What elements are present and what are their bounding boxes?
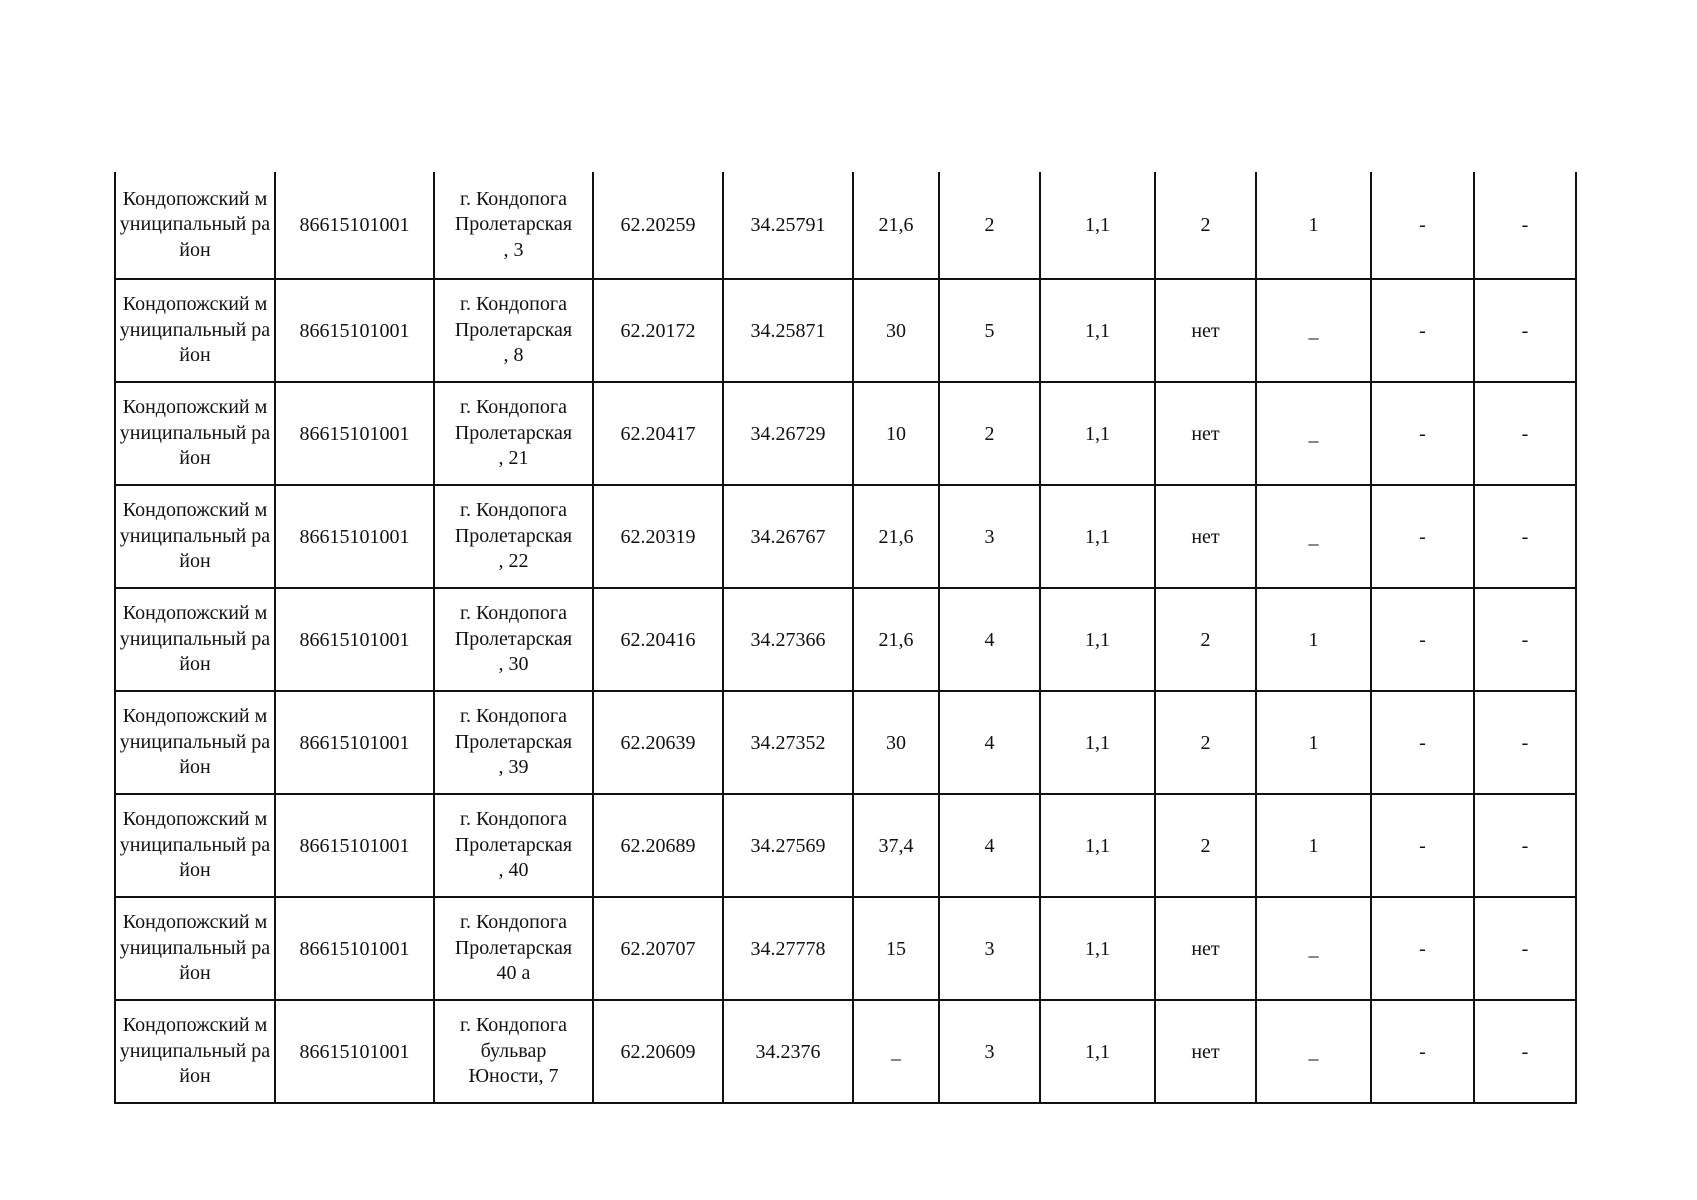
col11-cell: - (1371, 897, 1474, 1000)
col11-cell: - (1371, 588, 1474, 691)
address-street: Пролетарская (454, 421, 573, 444)
extra-cell: 2 (1155, 588, 1256, 691)
oktmo-cell: 86615101001 (275, 588, 434, 691)
area-cell: 21,6 (853, 172, 939, 279)
address-cell (434, 485, 593, 588)
col11-cell: - (1371, 279, 1474, 382)
table-row (115, 172, 1576, 279)
district-cell: Кондопожский муниципальный район (115, 588, 275, 691)
area-cell: 21,6 (853, 588, 939, 691)
latitude-cell: 62.20259 (593, 172, 723, 279)
address-house: 40 а (496, 962, 531, 985)
district-cell: Кондопожский муниципальный район (115, 794, 275, 897)
extra-count-cell: 1 (1256, 588, 1371, 691)
address-house: , 40 (498, 859, 529, 882)
area-cell: 15 (853, 897, 939, 1000)
col12-cell: - (1474, 691, 1576, 794)
containers-cell: 5 (939, 279, 1040, 382)
latitude-cell: 62.20707 (593, 897, 723, 1000)
longitude-cell: 34.27569 (723, 794, 853, 897)
volume-cell: 1,1 (1040, 588, 1155, 691)
extra-count-cell: _ (1256, 897, 1371, 1000)
containers-cell: 3 (939, 1000, 1040, 1103)
address-city: г. Кондопога (460, 602, 567, 625)
address-street: бульвар (480, 1039, 547, 1062)
extra-cell: нет (1155, 382, 1256, 485)
district-cell: Кондопожский муниципальный район (115, 897, 275, 1000)
col12-cell: - (1474, 279, 1576, 382)
volume-cell: 1,1 (1040, 382, 1155, 485)
address-city: г. Кондопога (460, 499, 567, 522)
address-house: , 39 (498, 756, 529, 779)
address-city: г. Кондопога (460, 396, 567, 419)
address-cell (434, 691, 593, 794)
longitude-cell: 34.27352 (723, 691, 853, 794)
address-city: г. Кондопога (460, 187, 567, 210)
address-city: г. Кондопога (460, 808, 567, 831)
containers-cell: 2 (939, 172, 1040, 279)
extra-count-cell: 1 (1256, 172, 1371, 279)
containers-cell: 2 (939, 382, 1040, 485)
containers-cell: 4 (939, 588, 1040, 691)
col11-cell: - (1371, 172, 1474, 279)
address-street: Пролетарская (454, 833, 573, 856)
extra-cell: нет (1155, 897, 1256, 1000)
table-row (115, 1000, 1576, 1103)
latitude-cell: 62.20689 (593, 794, 723, 897)
containers-cell: 4 (939, 691, 1040, 794)
district-cell: Кондопожский муниципальный район (115, 279, 275, 382)
address-cell (434, 897, 593, 1000)
extra-cell: нет (1155, 1000, 1256, 1103)
longitude-cell: 34.27778 (723, 897, 853, 1000)
table-row (115, 691, 1576, 794)
containers-cell: 3 (939, 897, 1040, 1000)
containers-cell: 3 (939, 485, 1040, 588)
longitude-cell: 34.2376 (723, 1000, 853, 1103)
extra-count-cell: 1 (1256, 794, 1371, 897)
oktmo-cell: 86615101001 (275, 1000, 434, 1103)
extra-count-cell: _ (1256, 382, 1371, 485)
address-house: , 8 (503, 344, 524, 367)
latitude-cell: 62.20172 (593, 279, 723, 382)
district-cell: Кондопожский муниципальный район (115, 691, 275, 794)
address-house: , 30 (498, 653, 529, 676)
longitude-cell: 34.27366 (723, 588, 853, 691)
table-row (115, 279, 1576, 382)
address-street: Пролетарская (454, 524, 573, 547)
district-cell: Кондопожский муниципальный район (115, 485, 275, 588)
oktmo-cell: 86615101001 (275, 382, 434, 485)
address-street: Пролетарская (454, 730, 573, 753)
area-cell: 21,6 (853, 485, 939, 588)
volume-cell: 1,1 (1040, 794, 1155, 897)
col12-cell: - (1474, 1000, 1576, 1103)
table-row (115, 485, 1576, 588)
extra-count-cell: 1 (1256, 691, 1371, 794)
area-cell: 37,4 (853, 794, 939, 897)
col11-cell: - (1371, 1000, 1474, 1103)
extra-count-cell: _ (1256, 1000, 1371, 1103)
address-house: , 22 (498, 550, 529, 573)
table-row (115, 588, 1576, 691)
address-street: Пролетарская (454, 936, 573, 959)
latitude-cell: 62.20609 (593, 1000, 723, 1103)
volume-cell: 1,1 (1040, 172, 1155, 279)
volume-cell: 1,1 (1040, 279, 1155, 382)
col11-cell: - (1371, 691, 1474, 794)
latitude-cell: 62.20639 (593, 691, 723, 794)
extra-cell: нет (1155, 485, 1256, 588)
col11-cell: - (1371, 382, 1474, 485)
extra-count-cell: _ (1256, 279, 1371, 382)
col12-cell: - (1474, 794, 1576, 897)
address-cell (434, 588, 593, 691)
latitude-cell: 62.20319 (593, 485, 723, 588)
address-cell (434, 172, 593, 279)
extra-count-cell: _ (1256, 485, 1371, 588)
area-cell: 30 (853, 279, 939, 382)
longitude-cell: 34.26767 (723, 485, 853, 588)
address-street: Пролетарская (454, 213, 573, 236)
col11-cell: - (1371, 794, 1474, 897)
longitude-cell: 34.26729 (723, 382, 853, 485)
oktmo-cell: 86615101001 (275, 172, 434, 279)
area-cell: 30 (853, 691, 939, 794)
oktmo-cell: 86615101001 (275, 794, 434, 897)
volume-cell: 1,1 (1040, 1000, 1155, 1103)
col12-cell: - (1474, 172, 1576, 279)
address-cell (434, 794, 593, 897)
area-cell: 10 (853, 382, 939, 485)
address-cell (434, 382, 593, 485)
oktmo-cell: 86615101001 (275, 897, 434, 1000)
table-row (115, 382, 1576, 485)
address-city: г. Кондопога (460, 911, 567, 934)
address-house: , 3 (503, 238, 524, 261)
address-cell (434, 1000, 593, 1103)
table-row (115, 794, 1576, 897)
col12-cell: - (1474, 485, 1576, 588)
containers-cell: 4 (939, 794, 1040, 897)
address-city: г. Кондопога (460, 705, 567, 728)
area-cell: _ (853, 1000, 939, 1103)
oktmo-cell: 86615101001 (275, 691, 434, 794)
extra-cell: 2 (1155, 691, 1256, 794)
latitude-cell: 62.20417 (593, 382, 723, 485)
address-city: г. Кондопога (460, 1014, 567, 1037)
address-cell (434, 279, 593, 382)
address-house: Юности, 7 (468, 1065, 559, 1088)
table-row (115, 897, 1576, 1000)
col12-cell: - (1474, 588, 1576, 691)
district-cell: Кондопожский муниципальный район (115, 1000, 275, 1103)
oktmo-cell: 86615101001 (275, 279, 434, 382)
extra-cell: 2 (1155, 172, 1256, 279)
volume-cell: 1,1 (1040, 485, 1155, 588)
col11-cell: - (1371, 485, 1474, 588)
address-street: Пролетарская (454, 627, 573, 650)
address-street: Пролетарская (454, 318, 573, 341)
district-cell: Кондопожский муниципальный район (115, 172, 275, 279)
latitude-cell: 62.20416 (593, 588, 723, 691)
container-sites-table (114, 172, 1577, 1104)
extra-cell: 2 (1155, 794, 1256, 897)
longitude-cell: 34.25871 (723, 279, 853, 382)
col12-cell: - (1474, 897, 1576, 1000)
volume-cell: 1,1 (1040, 691, 1155, 794)
district-cell: Кондопожский муниципальный район (115, 382, 275, 485)
oktmo-cell: 86615101001 (275, 485, 434, 588)
volume-cell: 1,1 (1040, 897, 1155, 1000)
extra-cell: нет (1155, 279, 1256, 382)
address-house: , 21 (498, 447, 529, 470)
address-city: г. Кондопога (460, 293, 567, 316)
col12-cell: - (1474, 382, 1576, 485)
longitude-cell: 34.25791 (723, 172, 853, 279)
table-body (115, 172, 1576, 1103)
